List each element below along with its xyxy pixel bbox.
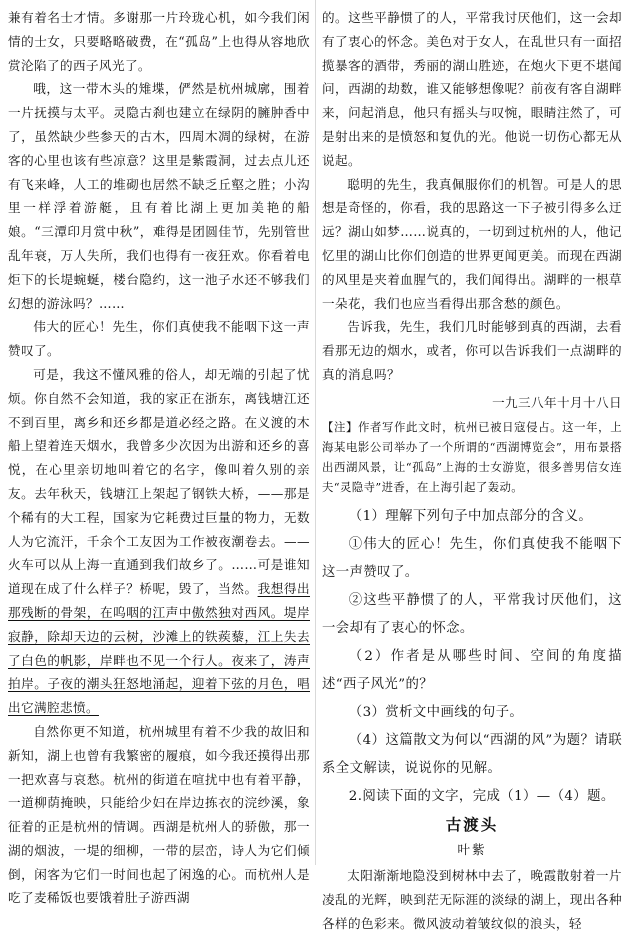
question-1a: ①伟大的匠心！先生，你们真使我不能咽下这一声赞叹了。 bbox=[322, 536, 622, 580]
article-author: 叶紫 bbox=[457, 842, 487, 858]
question-3: （3）赏析文中画线的句子。 bbox=[348, 704, 524, 720]
left-paragraph-0: 兼有着名士才情。多谢那一片玲珑心机，如今我们闲情的士女，只要略略破费，在“孤岛”上也得从容地欣赏沦陷了的西子风光了。 bbox=[8, 10, 310, 73]
left-paragraph-4: 自然你更不知道，杭州城里有着不少我的故旧和新知，湖上也曾有我繁密的履痕，如今我还摸得出那一把欢喜与哀愁。杭州的街道在喧扰中也有着平静，一道柳荫掩映，只能给少妇在岸边拣衣的浣纱溪，象征着的正是杭州的情调。西湖是杭州人的骄傲，那一湖的烟波，一堤的细柳，一带的层峦，诗人为它们倾倒，闲客为它们一时间也起了闲逸的心。而杭州人是吃了麦稀饭也要饿着肚子游西湖 bbox=[8, 723, 310, 906]
right-paragraph-1: 的。这些平静惯了的人，平常我讨厌他们，这一会却有了衷心的怀念。美色对于女人，在乱世只有一面招揽暴客的酒带，秀丽的湖山胜迹，在炮火下更不堪闻问，西湖的劫数，谁又能够想像呢？前夜有客自湖畔来，问起消息，他只有摇头与叹惋，眼睛注然了，可是射出来的是愤怒和复仇的光。他说一切伤心都无从说起。 bbox=[322, 10, 622, 168]
left-paragraph-2: 伟大的匠心！先生，你们真使我不能咽下这一声赞叹了。 bbox=[8, 319, 310, 359]
right-paragraph-2: 聪明的先生，我真佩服你们的机智。可是人的思想是奇怪的，你看，我的思路这一下子被引得多么迂远？湖山如梦……说真的，一切到过杭州的人，他记忆里的湖山比你们创造的世界更闻更美。而现在西湖的风里是夹着血腥气的，我们闻得出。湖畔的一根草一朵花，我们也应当看得出那含愁的颜色。 bbox=[322, 176, 622, 311]
question-1: （1）理解下列句子中加点部分的含义。 bbox=[348, 508, 593, 524]
question-1b: ②这些平静惯了的人，平常我讨厌他们，这一会却有了衷心的怀念。 bbox=[322, 592, 622, 636]
left-paragraph-1: 哦，这一带木头的雉堞，俨然是杭州城廓，围着一片抚摸与太平。灵隐古刹也建立在绿阴的臃肿香中了，虽然缺少些参天的古木，四周木凋的绿树，在游客的心里也该有些凉意？这里是紫霞洞，过去点儿还有飞来峰，人工的堆砌也居然不缺乏丘壑之胜；小沟里一样浮着游艇，且有着比湖上更加美艳的船娘。“三潭印月赏中秋”，难得是团圆佳节，先别管世乱年衰，万人失所，我们也得有一夜狂欢。你看着电炬下的长堤蜿蜒，楼台隐约，这一池子水还不够我们幻想的游泳吗？…… bbox=[8, 81, 310, 311]
left-paragraph-3 bbox=[8, 363, 310, 720]
left-paragraph-3-text: 可是，我这不懂风雅的俗人，却无端的引起了忧烦。你自然不会知道，我的家正在浙东，离钱塘江还不到百里，离乡和还乡都是道必经之路。在义渡的木船上望着连天烟水，我曾多少次因为出游和还乡的喜悦，在心里亲切地叫着它的名字，像叫着久别的亲友。去年秋天，钱塘江上架起了钢铁大桥，——那是个稀有的大工程，国家为它耗费过巨量的物力，无数人为它流汗，千余个工友因为工作被夜潮卷去。——火车可以从上海一直通到我们故乡了。……可是谁知道现在成了什么样子？桥呢，毁了，当然。 bbox=[8, 366, 310, 597]
right-column bbox=[322, 6, 622, 936]
left-column bbox=[8, 6, 310, 910]
annotation-note: 【注】作者写作此文时，杭州已被日寇侵占。这一年，上海某电影公司举办了一个所谓的“西湖博览会”，用布景搭出西湖风景，让“孤岛”上海的士女游览，很多善男信女连夫“灵隐寺”进香，在上海引起了轰动。 bbox=[322, 419, 622, 494]
article-title: 古渡头 bbox=[445, 814, 499, 834]
right-paragraph-3: 告诉我，先生，我们几时能够到真的西湖，去看看那无边的烟水，或者，你可以告诉我们一点湖畔的真的消息吗？ bbox=[322, 319, 622, 382]
question-4: （4）这篇散文为何以“西湖的风”为题？请联系全文解读，说说你的见解。 bbox=[322, 732, 622, 776]
article-body: 太阳渐渐地隐没到树林中去了，晚霞散射着一片凌乱的光辉，映到茫无际涯的淡绿的湖上，现出各种各样的色彩来。微风波动着皱纹似的浪头，轻 bbox=[322, 868, 622, 931]
task-instruction: 2.阅读下面的文字，完成（1）—（4）题。 bbox=[348, 788, 615, 804]
question-2: （2）作者是从哪些时间、空间的角度描述“西子风光”的？ bbox=[322, 648, 622, 692]
underlined-sentences: 我想得出那残断的骨架，在呜咽的江声中傲然独对西风。堤岸寂静，除却天边的云树，沙滩上的铁蒺藜，江上失去了白色的帆影，岸畔也不见一个行人。夜来了，涛声拍岸。子夜的潮头狂怒地涌起，迎着下弦的月色，唱出它满腔悲愤。 bbox=[8, 581, 310, 716]
column-divider bbox=[315, 0, 316, 865]
date-line: 一九三八年十月十八日 bbox=[492, 394, 622, 410]
